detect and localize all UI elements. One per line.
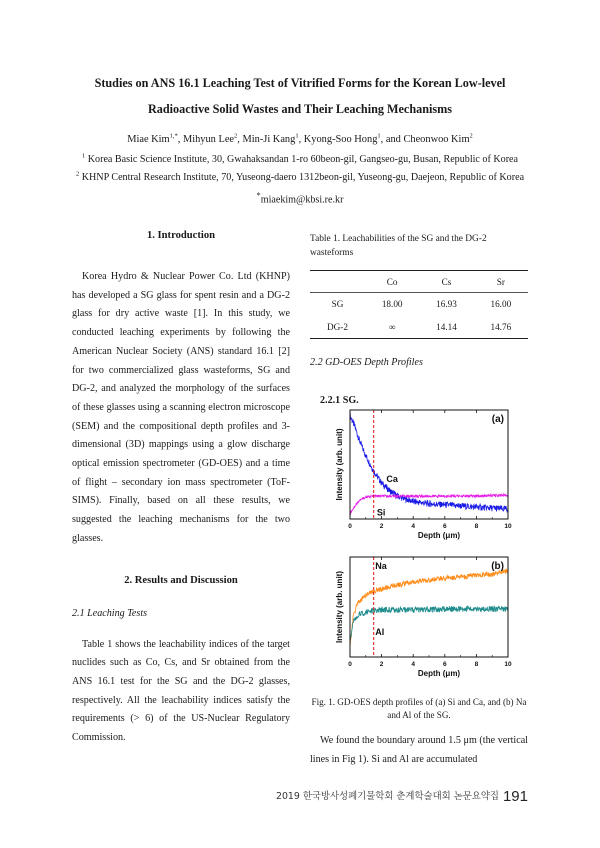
author-separator: , bbox=[298, 134, 304, 145]
figure-1 bbox=[320, 406, 520, 690]
author-name: Miae Kim bbox=[127, 134, 170, 145]
figure-1a-plot bbox=[320, 406, 520, 546]
affiliation-2 bbox=[30, 172, 570, 183]
table-row bbox=[310, 293, 528, 316]
table-cell: 14.14 bbox=[419, 316, 473, 339]
table-header-cell: Sr bbox=[474, 271, 528, 293]
x-tick-label: 6 bbox=[442, 661, 447, 668]
affiliation-2-marker: 2 bbox=[75, 170, 80, 178]
intro-heading: 1. Introduction bbox=[146, 230, 216, 241]
sg-heading: 2.2.1 SG. bbox=[320, 395, 359, 406]
table-1-caption: Table 1. Leachabilities of the SG and the DG-2 wasteforms bbox=[310, 234, 487, 258]
panel-label: (b) bbox=[491, 561, 504, 572]
author-affiliation-marker: 1,* bbox=[169, 132, 178, 140]
table-cell: ∞ bbox=[365, 316, 419, 339]
leaching-paragraph: Table 1 shows the leachability indices of the target nuclides such as Co, Cs, and Sr obtained from the ANS 16.1 test for the SG and the DG-2 glasses, respectively. All the leachability indices satisfy the requirements (> 6) of the US-Nuclear Regulatory Commission. bbox=[72, 638, 290, 744]
table-header-cell: Cs bbox=[419, 271, 473, 293]
results-heading: 2. Results and Discussion bbox=[124, 574, 238, 586]
x-tick-label: 2 bbox=[379, 523, 384, 530]
page-number: 191 bbox=[502, 788, 528, 805]
table-cell: SG bbox=[331, 299, 344, 310]
x-tick-label: 10 bbox=[504, 661, 512, 668]
page-footer bbox=[276, 788, 528, 805]
table-cell: 14.76 bbox=[474, 316, 528, 339]
author-affiliation-marker: 2 bbox=[469, 132, 473, 140]
author-affiliation-marker: 1 bbox=[295, 132, 299, 140]
table-header-row bbox=[310, 271, 528, 293]
x-axis-label: Depth (μm) bbox=[417, 531, 461, 540]
title-line-1: Studies on ANS 16.1 Leaching Test of Vitrified Forms for the Korean Low-level bbox=[94, 76, 506, 90]
affiliation-1-text: Korea Basic Science Institute, 30, Gwahaksandan 1-ro 60beon-gil, Gangseo-gu, Busan, Republic of Korea bbox=[87, 154, 519, 165]
author-name: Kyong-Soo Hong bbox=[303, 134, 378, 145]
author-affiliation-marker: 1 bbox=[377, 132, 381, 140]
panel-label: (a) bbox=[491, 414, 504, 425]
table-cell: 16.93 bbox=[436, 299, 457, 310]
table-cell: 16.00 bbox=[490, 299, 512, 310]
title-line-2: Radioactive Solid Wastes and Their Leaching Mechanisms bbox=[147, 102, 453, 116]
right-column bbox=[310, 226, 528, 765]
table-header-cell: Co bbox=[365, 271, 419, 293]
x-tick-label: 4 bbox=[411, 523, 416, 530]
x-tick-label: 8 bbox=[474, 661, 479, 668]
author-name: Min-Ji Kang bbox=[242, 134, 296, 145]
author-separator: , and bbox=[380, 134, 404, 145]
left-column bbox=[72, 226, 290, 748]
figure-1b-plot bbox=[320, 553, 520, 685]
affiliation-1-marker: 1 bbox=[81, 152, 86, 160]
author-affiliation-marker: 2 bbox=[234, 132, 238, 140]
x-tick-label: 8 bbox=[474, 523, 479, 530]
email-text: miaekim@kbsi.re.kr bbox=[260, 194, 344, 206]
series-label-ca: Ca bbox=[386, 473, 398, 484]
table-cell: DG-2 bbox=[310, 316, 365, 339]
x-tick-label: 4 bbox=[411, 661, 416, 668]
figure-1-caption: Fig. 1. GD-OES depth profiles of (a) Si and Ca, and (b) Na and Al of the SG. bbox=[311, 697, 527, 720]
table-cell: 18.00 bbox=[381, 299, 403, 310]
x-tick-label: 10 bbox=[504, 523, 512, 530]
series-label-al: Al bbox=[375, 627, 385, 637]
intro-paragraph: Korea Hydro & Nuclear Power Co. Ltd (KHNP) has developed a SG glass for spent resin and a DG-2 glass for dry active waste [1]. In this study, we conducted leaching experiments by following the American Nuclear Society (ANS) standard 16.1 [2] for two commercialized glass wasteforms, SG and DG-2, and analyzed the morphology of the surfaces of these glasses using a scanning electron microscope (SEM) and the compositional depth profiles and 3-dimensional (3D) mappings using a glow discharge optical emission spectrometer (GD-OES) and a time of flight – secondary ion mass spectrometer (ToF-SIMS). Finally, based on all these results, we suggested the leaching mechanisms for the two glasses. bbox=[72, 271, 290, 544]
x-tick-label: 0 bbox=[348, 523, 352, 530]
author-separator: , bbox=[177, 134, 183, 145]
author-separator: , bbox=[237, 134, 243, 145]
x-tick-label: 2 bbox=[379, 661, 384, 668]
y-axis-label: Intensity (arb. unit) bbox=[335, 571, 344, 643]
affiliation-1 bbox=[30, 154, 570, 165]
y-axis-label: Intensity (arb. unit) bbox=[335, 428, 344, 501]
leaching-heading: 2.1 Leaching Tests bbox=[72, 607, 148, 619]
email-marker: * bbox=[256, 191, 261, 200]
affiliation-2-text: KHNP Central Research Institute, 70, Yuseong-daero 1312beon-gil, Yuseong-gu, Daejeon, Republic of Korea bbox=[81, 172, 525, 183]
table-1 bbox=[310, 270, 528, 339]
table-header-cell bbox=[310, 271, 365, 293]
figure-1-caption-block bbox=[310, 696, 528, 722]
series-label-na: Na bbox=[375, 561, 387, 571]
x-tick-label: 6 bbox=[442, 523, 447, 530]
author-name: Cheonwoo Kim bbox=[403, 134, 470, 145]
found-paragraph: We found the boundary around 1.5 μm (the vertical lines in Fig 1). Si and Al are accumulated bbox=[310, 735, 528, 765]
footer-text: 2019 한국방사성폐기물학회 춘계학술대회 논문요약집 bbox=[275, 791, 499, 802]
x-axis-label: Depth (μm) bbox=[417, 669, 461, 678]
series-label-si: Si bbox=[376, 507, 386, 518]
author-name: Mihyun Lee bbox=[182, 134, 235, 145]
x-tick-label: 0 bbox=[348, 661, 352, 668]
paper-title bbox=[60, 70, 540, 122]
gdoes-heading: 2.2 GD-OES Depth Profiles bbox=[310, 357, 423, 368]
author-list bbox=[40, 134, 560, 145]
table-row bbox=[310, 316, 528, 339]
corresponding-email bbox=[40, 191, 560, 205]
